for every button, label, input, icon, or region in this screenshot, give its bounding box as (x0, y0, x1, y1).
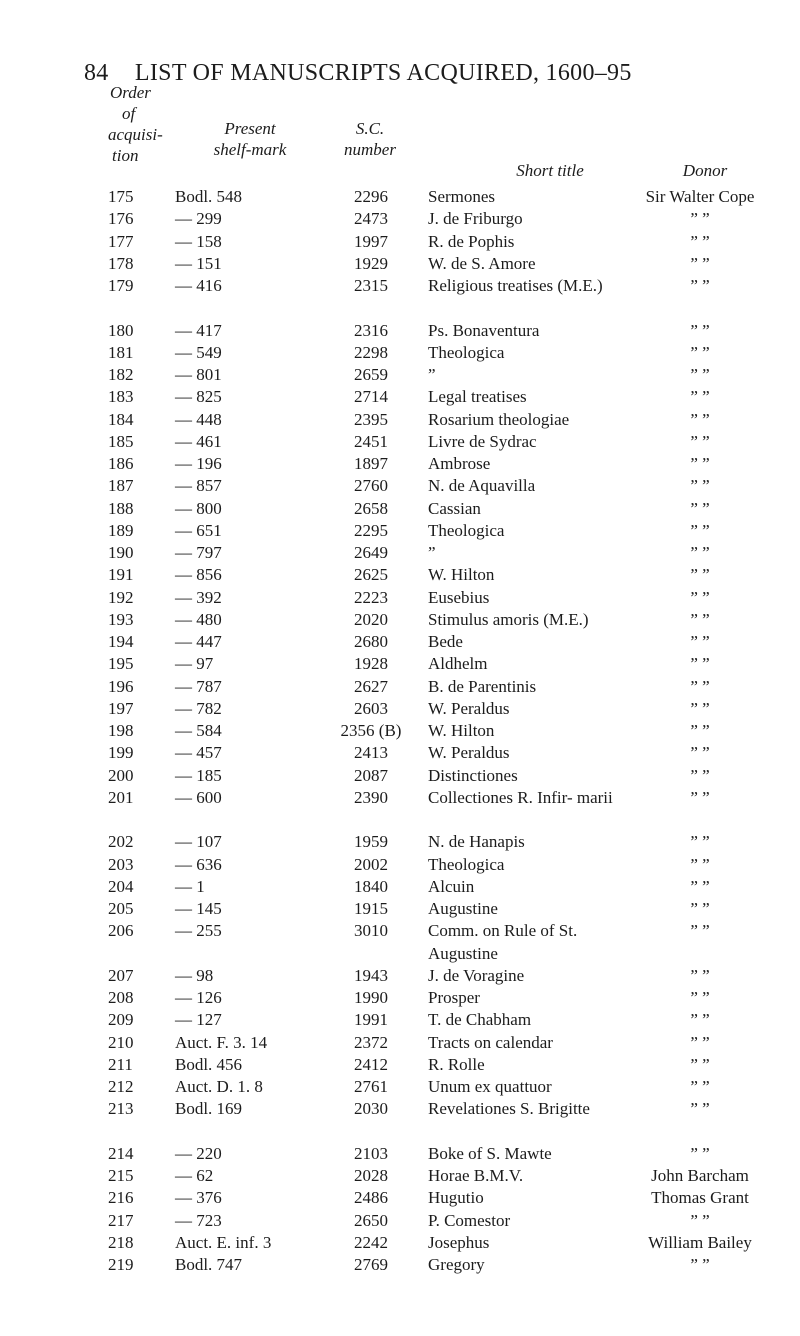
table-row (0, 253, 800, 275)
table-row (0, 742, 800, 764)
short-title-cell: Ambrose (428, 454, 491, 473)
short-title-cell: Hugutio (428, 1188, 484, 1208)
short-title-cell: W. Peraldus (428, 743, 510, 763)
shelf-mark-cell: Bodl. 747 (175, 1255, 243, 1274)
short-title-cell: W. Hilton (428, 721, 495, 740)
donor-cell: ” ” (690, 632, 710, 651)
short-title-cell: N. de Hanapis (428, 832, 525, 852)
order-cell: 203 (108, 854, 134, 874)
short-title-cell: Theologica (428, 854, 505, 874)
order-cell: 209 (108, 1010, 134, 1030)
manuscript-table (0, 186, 800, 1276)
sc-number-cell: 2087 (354, 765, 388, 785)
shelf-mark-cell: — 782 (175, 698, 222, 718)
donor-cell: ” ” (690, 1255, 710, 1274)
sc-number-cell: 2103 (354, 1143, 388, 1163)
sc-number-cell: 2296 (354, 187, 388, 206)
short-title-cell: ” (428, 365, 436, 384)
order-cell: 177 (108, 231, 134, 251)
column-header-short-title: Short title (516, 161, 584, 180)
sc-number-cell: 1915 (354, 899, 388, 918)
donor-cell: ” ” (690, 543, 710, 562)
table-row (0, 542, 800, 564)
table-row (0, 453, 800, 475)
shelf-mark-cell: — 825 (175, 387, 222, 407)
order-cell: 184 (108, 409, 134, 429)
donor-cell: ” ” (690, 565, 710, 585)
shelf-mark-cell: — 98 (175, 965, 214, 985)
shelf-mark-cell: — 416 (175, 276, 222, 295)
shelf-mark-cell: Bodl. 548 (175, 187, 243, 206)
order-cell: 186 (108, 454, 134, 473)
shelf-mark-cell: — 636 (175, 854, 222, 874)
order-cell: 179 (108, 276, 134, 295)
shelf-mark-cell: — 723 (175, 1210, 222, 1230)
donor-cell: ” ” (690, 476, 710, 496)
table-row (0, 898, 800, 920)
shelf-mark-cell: — 480 (175, 609, 222, 629)
donor-cell: ” ” (690, 743, 710, 763)
short-title-cell: B. de Parentinis (428, 676, 537, 696)
shelf-mark-cell: — 299 (175, 209, 222, 229)
table-row (0, 1054, 800, 1076)
table-row (0, 876, 800, 898)
table-row (0, 609, 800, 631)
sc-number-cell: 2473 (354, 209, 388, 229)
column-header-donor: Donor (682, 161, 728, 180)
donor-cell: ” ” (690, 1032, 710, 1052)
shelf-mark-cell: — 417 (175, 320, 222, 340)
shelf-mark-cell: — 97 (175, 654, 214, 674)
donor-cell: ” ” (690, 676, 710, 696)
table-row (0, 342, 800, 364)
short-title-cell: Prosper (428, 988, 480, 1007)
donor-cell: ” ” (690, 365, 710, 384)
shelf-mark-cell: — 457 (175, 743, 222, 763)
order-cell: 183 (108, 387, 134, 407)
order-cell: 194 (108, 632, 134, 651)
shelf-mark-cell: — 797 (175, 543, 222, 562)
short-title-cell: Distinctiones (428, 765, 518, 785)
donor-cell: ” ” (690, 1210, 710, 1230)
table-row (0, 1143, 800, 1165)
short-title-cell: Boke of S. Mawte (428, 1143, 552, 1163)
sc-number-cell: 2625 (354, 565, 388, 585)
donor-cell: ” ” (690, 1054, 710, 1074)
sc-number-cell: 1990 (354, 988, 388, 1007)
donor-cell: ” ” (690, 587, 710, 607)
short-title-cell: Theologica (428, 520, 505, 540)
order-cell: 217 (108, 1210, 134, 1230)
sc-number-cell: 2002 (354, 854, 388, 874)
order-cell: 214 (108, 1143, 134, 1163)
column-header-sc-line: number (344, 140, 396, 159)
donor-cell: ” ” (690, 431, 710, 451)
donor-cell: John Barcham (651, 1166, 749, 1185)
order-cell: 204 (108, 876, 134, 896)
order-cell: 218 (108, 1232, 134, 1252)
sc-number-cell: 2486 (354, 1188, 388, 1208)
shelf-mark-cell: — 461 (175, 431, 222, 451)
short-title-cell: Josephus (428, 1232, 490, 1252)
short-title-cell: R. Rolle (428, 1054, 485, 1074)
donor-cell: ” ” (690, 1010, 710, 1030)
column-header-order-line: tion (112, 146, 139, 165)
donor-cell: ” ” (690, 876, 710, 896)
donor-cell: Sir Walter Cope (645, 187, 755, 206)
order-cell: 192 (108, 587, 134, 607)
table-row (0, 987, 800, 1009)
donor-cell: ” ” (690, 721, 710, 740)
shelf-mark-cell: Auct. E. inf. 3 (175, 1232, 272, 1252)
shelf-mark-cell: — 448 (175, 409, 222, 429)
table-row (0, 208, 800, 230)
short-title-cell: Bede (428, 632, 463, 651)
table-row (0, 275, 800, 320)
column-header-shelf-line: Present (224, 119, 276, 138)
sc-number-cell: 2714 (354, 387, 388, 407)
table-row (0, 520, 800, 542)
order-cell: 188 (108, 498, 134, 518)
donor-cell: ” ” (690, 409, 710, 429)
column-header-shelf-line: shelf-mark (213, 140, 287, 159)
order-cell: 187 (108, 476, 134, 496)
order-cell: 182 (108, 365, 134, 384)
sc-number-cell: 2627 (354, 676, 388, 696)
table-row (0, 409, 800, 431)
order-cell: 191 (108, 565, 134, 585)
sc-number-cell: 1943 (354, 965, 388, 985)
order-cell: 205 (108, 899, 134, 918)
order-cell: 206 (108, 921, 134, 941)
sc-number-cell: 1997 (354, 231, 388, 251)
sc-number-cell: 2603 (354, 698, 388, 718)
table-row (0, 386, 800, 408)
shelf-mark-cell: — 549 (175, 342, 222, 362)
page-number: 84 (84, 60, 109, 86)
order-cell: 200 (108, 765, 134, 785)
sc-number-cell: 1929 (354, 253, 388, 273)
short-title-cell: N. de Aquavilla (428, 476, 536, 496)
table-row (0, 498, 800, 520)
table-row (0, 431, 800, 453)
short-title-cell: Revelationes S. Brigitte (428, 1099, 590, 1119)
donor-cell: ” ” (690, 520, 710, 540)
order-cell: 175 (108, 187, 134, 206)
order-cell: 202 (108, 832, 134, 852)
order-cell: 207 (108, 965, 134, 985)
table-row (0, 1187, 800, 1209)
column-header-order-line: Order (110, 83, 151, 102)
donor-cell: ” ” (690, 854, 710, 874)
sc-number-cell: 2020 (354, 609, 388, 629)
donor-cell: ” ” (690, 765, 710, 785)
donor-cell: ” ” (690, 320, 710, 340)
table-row (0, 1076, 800, 1098)
shelf-mark-cell: — 1 (175, 876, 205, 896)
sc-number-cell: 2295 (354, 520, 388, 540)
sc-number-cell: 2769 (354, 1255, 388, 1274)
donor-cell: ” ” (690, 787, 710, 807)
short-title-cell: R. de Pophis (428, 231, 515, 251)
sc-number-cell: 2659 (354, 365, 388, 384)
shelf-mark-cell: — 220 (175, 1143, 222, 1163)
table-row (0, 765, 800, 787)
donor-cell: ” ” (690, 1099, 710, 1119)
short-title-cell: Stimulus amoris (M.E.) (428, 609, 589, 629)
donor-cell: ” ” (690, 609, 710, 629)
shelf-mark-cell: — 126 (175, 988, 222, 1007)
table-row (0, 1098, 800, 1143)
short-title-cell: Cassian (428, 498, 481, 518)
order-cell: 199 (108, 743, 134, 763)
order-cell: 185 (108, 431, 134, 451)
short-title-cell: Aldhelm (428, 654, 488, 674)
order-cell: 193 (108, 609, 134, 629)
short-title-cell: Alcuin (428, 876, 475, 896)
table-row (0, 720, 800, 742)
short-title-cell: Legal treatises (428, 387, 527, 407)
order-cell: 198 (108, 721, 134, 740)
short-title-cell: J. de Friburgo (428, 209, 523, 229)
short-title-cell: W. de S. Amore (428, 253, 536, 273)
shelf-mark-cell: — 447 (175, 632, 222, 651)
order-cell: 181 (108, 342, 134, 362)
short-title-cell: ” (428, 543, 436, 562)
column-header-order (110, 82, 163, 166)
column-header-sc-number (320, 118, 420, 160)
short-title-cell: J. de Voragine (428, 965, 525, 985)
shelf-mark-cell: — 600 (175, 787, 222, 807)
page-header (84, 60, 764, 87)
donor-cell: ” ” (690, 988, 710, 1007)
shelf-mark-cell: — 584 (175, 721, 222, 740)
order-cell: 208 (108, 988, 134, 1007)
short-title-cell: Horae B.M.V. (428, 1166, 524, 1185)
short-title-cell: P. Comestor (428, 1210, 511, 1230)
shelf-mark-cell: — 127 (175, 1010, 222, 1030)
sc-number-cell: 2390 (354, 787, 388, 807)
order-cell: 216 (108, 1188, 134, 1208)
shelf-mark-cell: — 392 (175, 587, 222, 607)
sc-number-cell: 2760 (354, 476, 388, 496)
sc-number-cell: 2395 (354, 409, 388, 429)
table-row (0, 564, 800, 586)
order-cell: 180 (108, 320, 134, 340)
short-title-cell: T. de Chabham (428, 1010, 532, 1030)
shelf-mark-cell: — 376 (175, 1188, 222, 1208)
sc-number-cell: 2413 (354, 743, 388, 763)
donor-cell: ” ” (690, 1077, 710, 1096)
donor-cell: ” ” (690, 498, 710, 518)
donor-cell: ” ” (690, 698, 710, 718)
shelf-mark-cell: — 801 (175, 365, 222, 384)
table-row (0, 1254, 800, 1276)
shelf-mark-cell: — 145 (175, 899, 222, 918)
donor-cell: ” ” (690, 965, 710, 985)
sc-number-cell: 2316 (354, 320, 388, 340)
sc-number-cell: 2451 (354, 431, 388, 451)
table-row (0, 186, 800, 208)
sc-number-cell: 2242 (354, 1232, 388, 1252)
table-row (0, 587, 800, 609)
short-title-cell: Eusebius (428, 587, 490, 607)
order-cell: 178 (108, 253, 134, 273)
donor-cell: ” ” (690, 209, 710, 229)
sc-number-cell: 2030 (354, 1099, 388, 1119)
donor-cell: ” ” (690, 387, 710, 407)
table-row (0, 787, 800, 832)
table-row (0, 231, 800, 253)
table-row (0, 854, 800, 876)
table-row (0, 676, 800, 698)
short-title-cell: Livre de Sydrac (428, 431, 537, 451)
donor-cell: ” ” (690, 832, 710, 852)
page-title: LIST OF MANUSCRIPTS ACQUIRED, 1600–95 (134, 60, 632, 86)
column-header-shelf-mark (190, 118, 310, 160)
table-row (0, 831, 800, 853)
shelf-mark-cell: Bodl. 456 (175, 1054, 243, 1074)
sc-number-cell: 2650 (354, 1210, 388, 1230)
sc-number-cell: 1897 (354, 454, 388, 473)
sc-number-cell: 2761 (354, 1077, 388, 1096)
order-cell: 210 (108, 1032, 134, 1052)
table-row (0, 364, 800, 386)
sc-number-cell: 1840 (354, 876, 388, 896)
order-cell: 189 (108, 520, 134, 540)
sc-number-cell: 2680 (354, 632, 388, 651)
donor-cell: ” ” (690, 654, 710, 674)
sc-number-cell: 2356 (B) (340, 721, 402, 740)
short-title-cell: Tracts on calendar (428, 1032, 553, 1052)
table-row (0, 1210, 800, 1232)
short-title-cell: Sermones (428, 187, 496, 206)
shelf-mark-cell: Auct. D. 1. 8 (175, 1077, 263, 1096)
table-row (0, 1165, 800, 1187)
shelf-mark-cell: — 62 (175, 1166, 214, 1185)
sc-number-cell: 2412 (354, 1054, 388, 1074)
donor-cell: ” ” (690, 921, 710, 941)
shelf-mark-cell: Bodl. 169 (175, 1099, 243, 1119)
table-row (0, 653, 800, 675)
short-title-cell: Gregory (428, 1255, 485, 1274)
donor-cell: Thomas Grant (651, 1188, 749, 1208)
table-row (0, 1232, 800, 1254)
column-header-order-line: acquisi- (108, 125, 163, 144)
table-row (0, 631, 800, 653)
donor-cell: William Bailey (648, 1232, 752, 1252)
order-cell: 197 (108, 698, 134, 718)
shelf-mark-cell: — 800 (175, 498, 222, 518)
order-cell: 195 (108, 654, 134, 674)
table-row (0, 320, 800, 342)
shelf-mark-cell: — 158 (175, 231, 222, 251)
table-row (0, 920, 800, 965)
donor-cell: ” ” (690, 342, 710, 362)
sc-number-cell: 3010 (354, 921, 388, 941)
shelf-mark-cell: — 651 (175, 520, 222, 540)
order-cell: 215 (108, 1166, 134, 1185)
donor-cell: ” ” (690, 899, 710, 918)
short-title-cell: Ps. Bonaventura (428, 320, 540, 340)
shelf-mark-cell: — 151 (175, 253, 222, 273)
order-cell: 190 (108, 543, 134, 562)
short-title-cell: Rosarium theologiae (428, 409, 570, 429)
order-cell: 201 (108, 787, 134, 807)
sc-number-cell: 2649 (354, 543, 388, 562)
sc-number-cell: 2298 (354, 342, 388, 362)
shelf-mark-cell: — 185 (175, 765, 222, 785)
short-title-cell: Religious treatises (M.E.) (428, 276, 603, 295)
shelf-mark-cell: — 857 (175, 476, 222, 496)
shelf-mark-cell: — 107 (175, 832, 222, 852)
order-cell: 176 (108, 209, 134, 229)
column-header-order-line: of (122, 104, 136, 123)
shelf-mark-cell: — 196 (175, 454, 222, 473)
short-title-cell: Unum ex quattuor (428, 1077, 552, 1096)
shelf-mark-cell: — 856 (175, 565, 222, 585)
table-row (0, 1032, 800, 1054)
order-cell: 213 (108, 1099, 134, 1119)
sc-number-cell: 2315 (354, 276, 388, 295)
short-title-cell: Augustine (428, 899, 498, 918)
sc-number-cell: 2372 (354, 1032, 388, 1052)
table-row (0, 1009, 800, 1031)
table-row (0, 698, 800, 720)
sc-number-cell: 1928 (354, 654, 388, 674)
order-cell: 211 (108, 1054, 133, 1074)
short-title-cell: Collectiones R. Infir- marii (428, 787, 613, 807)
donor-cell: ” ” (690, 231, 710, 251)
shelf-mark-cell: — 787 (175, 676, 222, 696)
order-cell: 196 (108, 676, 134, 696)
order-cell: 219 (108, 1255, 134, 1274)
short-title-cell: Theologica (428, 342, 505, 362)
sc-number-cell: 2658 (354, 498, 388, 518)
shelf-mark-cell: Auct. F. 3. 14 (175, 1032, 268, 1052)
sc-number-cell: 1991 (354, 1010, 388, 1030)
table-row (0, 475, 800, 497)
donor-cell: ” ” (690, 253, 710, 273)
order-cell: 212 (108, 1077, 134, 1096)
donor-cell: ” ” (690, 1143, 710, 1163)
donor-cell: ” ” (690, 454, 710, 473)
donor-cell: ” ” (690, 276, 710, 295)
short-title-cell: Comm. on Rule of St. Augustine (428, 921, 578, 963)
short-title-cell: W. Peraldus (428, 698, 510, 718)
sc-number-cell: 2028 (354, 1166, 388, 1185)
table-row (0, 965, 800, 987)
sc-number-cell: 1959 (354, 832, 388, 852)
sc-number-cell: 2223 (354, 587, 388, 607)
shelf-mark-cell: — 255 (175, 921, 222, 941)
column-header-sc-line: S.C. (355, 119, 385, 138)
short-title-cell: W. Hilton (428, 565, 495, 585)
